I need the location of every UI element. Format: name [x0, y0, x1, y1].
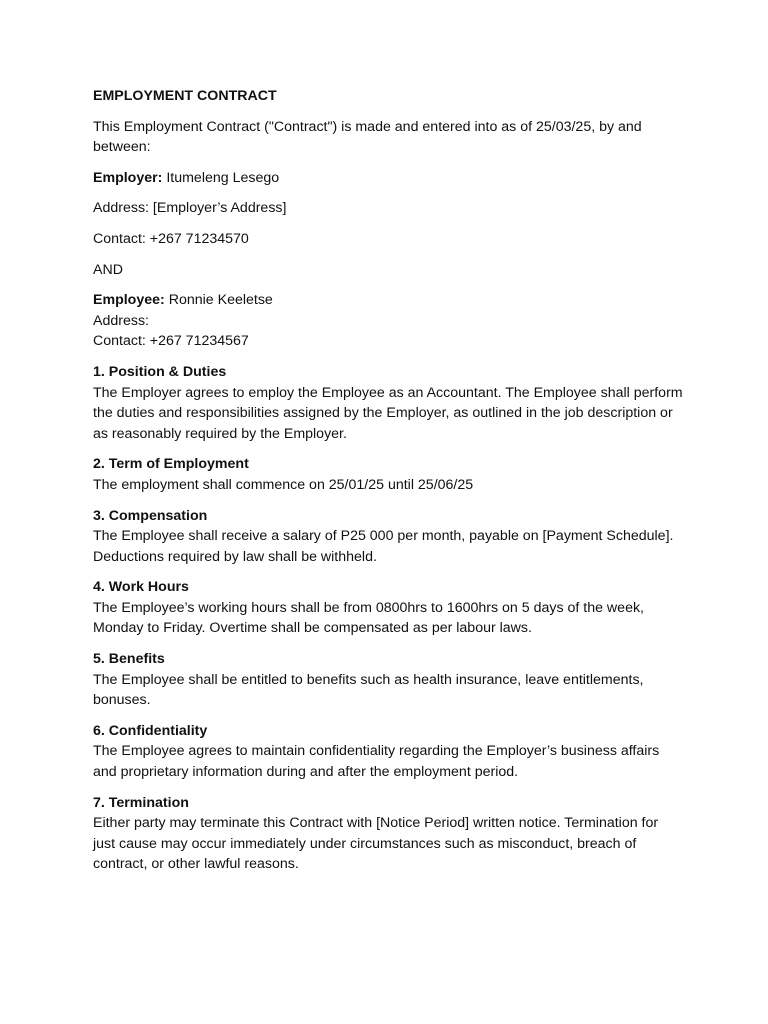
intro-paragraph: This Employment Contract ("Contract") is made and entered into as of 25/03/25, by and between: [93, 118, 642, 156]
employee-contact: Contact: +267 71234567 [93, 333, 249, 350]
section-heading: 5. Benefits [93, 651, 165, 668]
section-body: The employment shall commence on 25/01/25 until 25/06/25 [93, 476, 474, 493]
employer-name: Itumeleng Lesego [166, 169, 280, 186]
section-body: Either party may terminate this Contract with [Notice Period] written notice. Termination for just cause may occur immediately under circumstances such as misconduct, breach of contract, or other lawful reasons. [93, 815, 659, 873]
employee-address: Address: [93, 312, 149, 329]
section-work-hours [93, 577, 683, 639]
section-heading: 2. Term of Employment [93, 456, 249, 473]
employer-label: Employer: [93, 169, 163, 186]
section-body: The Employee shall be entitled to benefits such as health insurance, leave entitlements, bonuses. [93, 671, 644, 709]
section-body: The Employer agrees to employ the Employee as an Accountant. The Employee shall perform the duties and responsibilities assigned by the Employer, as outlined in the job description or as reasonably required by the Employer. [93, 384, 683, 442]
employer-line [93, 168, 683, 189]
employee-line [93, 290, 683, 311]
section-body: The Employee agrees to maintain confidentiality regarding the Employer’s business affairs and proprietary information during and after the employment period. [93, 743, 660, 781]
section-position-duties [93, 362, 683, 444]
document-title: EMPLOYMENT CONTRACT [93, 88, 277, 104]
employer-contact: Contact: +267 71234570 [93, 230, 249, 247]
section-term-of-employment [93, 454, 683, 495]
section-heading: 6. Confidentiality [93, 722, 208, 739]
employee-label: Employee: [93, 292, 165, 309]
section-heading: 7. Termination [93, 794, 189, 811]
and-separator: AND [93, 261, 123, 278]
section-body: The Employee shall receive a salary of P25 000 per month, payable on [Payment Schedule]. Deductions required by law shall be withheld. [93, 528, 674, 565]
section-heading: 1. Position & Duties [93, 363, 227, 380]
section-heading: 4. Work Hours [93, 579, 189, 596]
section-confidentiality [93, 721, 683, 783]
employee-name: Ronnie Keeletse [168, 292, 273, 309]
section-heading: 3. Compensation [93, 507, 208, 524]
section-benefits [93, 649, 683, 711]
section-termination [93, 793, 683, 875]
employer-address: Address: [Employer’s Address] [93, 200, 287, 217]
section-body: The Employee’s working hours shall be from 0800hrs to 1600hrs on 5 days of the week, Monday to Friday. Overtime shall be compensated as per labour laws. [93, 599, 644, 637]
section-compensation [93, 506, 683, 568]
contract-document [93, 86, 683, 885]
section-list [93, 362, 683, 875]
